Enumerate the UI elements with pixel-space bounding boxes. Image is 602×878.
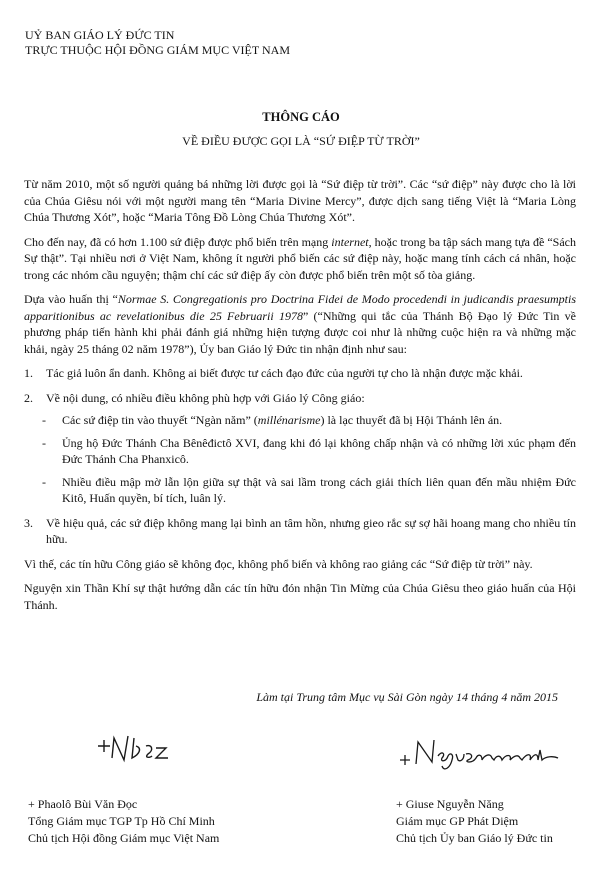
issuing-organization [25,28,290,58]
signer-left [28,796,219,847]
paragraph-5: Nguyện xin Thần Khí sự thật hướng dẫn các tín hữu đón nhận Tin Mừng của Chúa Giêsu theo giáo huấn của Hội Thánh. [24,581,576,612]
signature-right [398,730,568,780]
signer-left-title-1: Tổng Giám mục TGP Tp Hồ Chí Minh [28,814,215,828]
list-item-1 [24,365,576,382]
date-line: Làm tại Trung tâm Mục vụ Sài Gòn ngày 14 tháng 4 năm 2015 [256,690,558,704]
sub-item-text: Nhiều điều mập mờ lẫn lộn giữa sự thật và sai lầm trong cách giải thích liên quan đến mầu nhiệm Đức Kitô, Huấn quyền, bí tích, luân lý. [62,474,576,505]
signer-left-name: + Phaolô Bùi Văn Đọc [28,797,138,811]
list-item-3 [24,515,576,548]
sub-item-text: Các sứ điệp tin vào thuyết “Ngàn năm” (millénarisme) là lạc thuyết đã bị Hội Thánh lên án. [62,413,503,427]
signature-left [90,728,180,780]
dash-bullet: - [42,413,46,427]
paragraph-3: Dựa vào huấn thị “Normae S. Congregationis pro Doctrina Fidei de Modo procedendi in judicandis praesumptis apparitionibus ac revelationibus die 25 Februarii 1978” (“Những qui tắc của Thánh Bộ Đạo lý Đức Tin về phương pháp tiến hành khi phải đánh giá những hiện tượng được coi như là những cuộc hiện ra và những mặc khải, ngày 25 tháng 02 năm 1978”), Ủy ban Giáo lý Đức tin nhận định như sau: [24,292,576,356]
document-subtitle: VỀ ĐIỀU ĐƯỢC GỌI LÀ “SỨ ĐIỆP TỪ TRỜI” [182,134,420,148]
list-text: Về nội dung, có nhiều điều không phù hợp với Giáo lý Công giáo: [46,390,365,405]
signer-right-title-1: Giám mục GP Phát Diệm [396,814,519,828]
list-number: 1. [24,366,33,380]
list-number: 2. [24,390,33,405]
sub-item-text: Ủng hộ Đức Thánh Cha Bênêđictô XVI, đang khi đó lại không chấp nhận và có những lời xúc phạm đến Đức Thánh Cha Phanxicô. [62,435,576,466]
dash-bullet: - [42,474,46,489]
org-line-2: TRỰC THUỘC HỘI ĐỒNG GIÁM MỤC VIỆT NAM [25,43,290,57]
signer-right [396,796,553,847]
paragraph-4: Vì thế, các tín hữu Công giáo sẽ không đọc, không phổ biến và không rao giảng các “Sứ điệp từ trời” này. [24,556,533,571]
document-body [24,176,576,621]
signer-left-title-2: Chủ tịch Hội đồng Giám mục Việt Nam [28,831,220,845]
list-number: 3. [24,515,33,530]
sub-item-2 [42,435,576,468]
org-line-1: UỶ BAN GIÁO LÝ ĐỨC TIN [25,28,175,42]
list-text: Về hiệu quả, các sứ điệp không mang lại bình an tâm hồn, nhưng gieo rắc sự sợ hãi hoang mang cho nhiều tín hữu. [46,515,576,546]
list-text: Tác giả luôn ẩn danh. Không ai biết được tư cách đạo đức của người tự cho là nhận được mặc khải. [46,366,523,380]
list-item-2 [24,390,576,407]
dash-bullet: - [42,435,46,450]
signer-right-title-2: Chủ tịch Ủy ban Giáo lý Đức tin [396,831,553,845]
paragraph-2: Cho đến nay, đã có hơn 1.100 sứ điệp được phổ biến trên mạng internet, hoặc trong ba tập sách mang tựa đề “Sách Sự thật”. Tại nhiều nơi ở Việt Nam, không ít người phổ biến các sứ điệp này, hoặc mang tính cách cá nhân, hoặc trong các nhóm cầu nguyện; thậm chí các sứ điệp ấy còn được phổ biến trên một số tòa giảng. [24,234,576,282]
document-title: THÔNG CÁO [262,110,340,124]
sub-item-1 [42,412,576,429]
sub-item-3 [42,474,576,507]
paragraph-1: Từ năm 2010, một số người quảng bá những lời được gọi là “Sứ điệp từ trời”. Các “sứ điệp” này được cho là lời của Chúa Giêsu nói với một người mang tên “Maria Divine Mercy”, được dịch sang tiếng Việt là “Maria Lòng Chúa Thương Xót”, hoặc “Maria Tông Đồ Lòng Chúa Thương Xót”. [24,177,576,224]
signer-right-name: + Giuse Nguyễn Năng [396,797,504,811]
